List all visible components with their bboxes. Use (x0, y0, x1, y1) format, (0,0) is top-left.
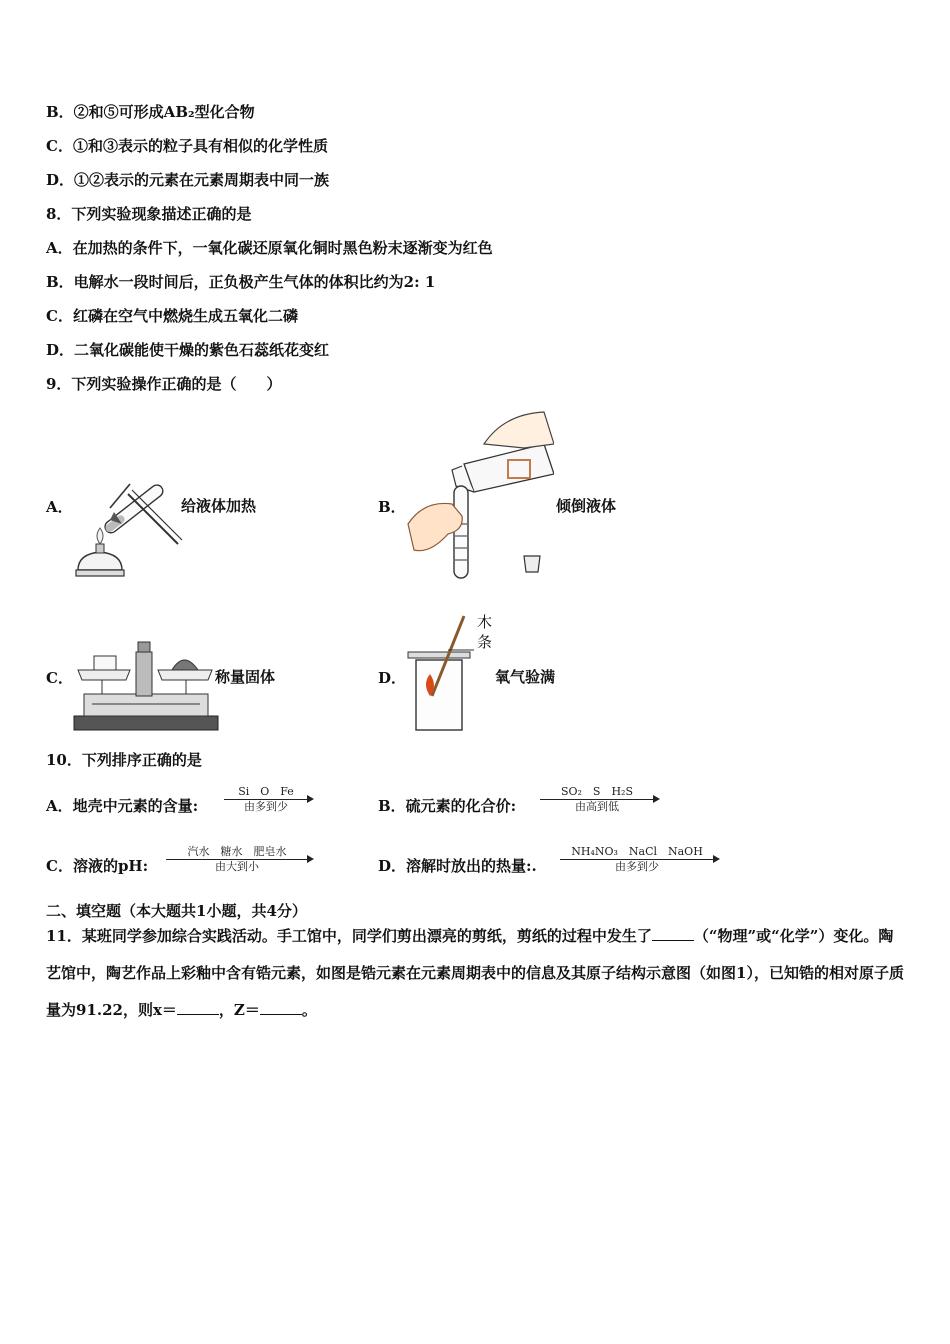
q11-part3: ，Z＝ (218, 1001, 260, 1019)
q9-label-b: B． (378, 498, 406, 516)
q8-option-c: C．红磷在空气中燃烧生成五氧化二磷 (46, 307, 298, 325)
answer-blank-x[interactable] (177, 1000, 219, 1015)
q8-option-b: B．电解水一段时间后，正负极产生气体的体积比约为2: 1 (46, 273, 436, 291)
wood-label-top: 木 (477, 613, 493, 631)
arrow-icon (560, 859, 714, 860)
q10-option-c-bottom: 由大到小 (215, 860, 259, 873)
q10-option-d-label: D．溶解时放出的热量:. (378, 857, 537, 875)
q9-caption-c: 称量固体 (215, 668, 276, 686)
q10-option-a-label: A．地壳中元素的含量: (46, 797, 199, 815)
oxygen-test-figure (404, 612, 474, 736)
arrow-icon (166, 859, 308, 860)
balance-figure (72, 638, 222, 734)
q10-option-c-label: C．溶液的pH: (46, 857, 149, 875)
q7-option-c: C．①和③表示的粒子具有相似的化学性质 (46, 137, 328, 155)
q9-label-a: A． (46, 498, 73, 516)
q10-option-b-top: SO₂ S H₂S (560, 785, 634, 798)
q10-option-c-top: 汽水 糖水 肥皂水 (187, 845, 287, 858)
q7-option-d: D．①②表示的元素在元素周期表中同一族 (46, 171, 330, 189)
q10-option-d-arrow (560, 846, 714, 873)
q10-option-b-arrow (540, 786, 654, 813)
q8-option-a: A．在加热的条件下，一氧化碳还原氧化铜时黑色粉末逐渐变为红色 (46, 239, 493, 257)
q9-caption-a: 给液体加热 (181, 497, 257, 515)
wood-label-bottom: 条 (477, 633, 493, 651)
q10-option-a-bottom: 由多到少 (244, 800, 288, 813)
q11-part4: 。 (301, 1001, 317, 1019)
q8-option-d: D．二氧化碳能使干燥的紫色石蕊纸花变红 (46, 341, 330, 359)
q10-stem: 10．下列排序正确的是 (46, 751, 202, 769)
q9-stem: 9．下列实验操作正确的是（ ） (46, 375, 282, 393)
q10-option-d-top: NH₄NO₃ NaCl NaOH (571, 845, 703, 858)
q9-caption-d: 氧气验满 (495, 668, 556, 686)
heating-liquid-figure (70, 472, 185, 584)
q7-option-b: B．②和⑤可形成AB₂型化合物 (46, 103, 255, 121)
q10-option-b-bottom: 由高到低 (575, 800, 619, 813)
answer-blank-1[interactable] (652, 926, 694, 941)
q9-label-c: C． (46, 669, 73, 687)
q11-part2: （“物理”或“化学”）变化。陶艺馆中，陶艺作品上彩釉中含有锆元素，如图是锆元素在元素周期表中的信息及其原子结构示意图（如图1），已知锆的相对原子质量为91.22，则x＝ (46, 927, 904, 1019)
arrow-icon (540, 799, 654, 800)
pouring-liquid-figure (404, 404, 554, 584)
answer-blank-z[interactable] (260, 1000, 302, 1015)
q9-label-d: D． (378, 669, 407, 687)
q11-text (46, 918, 906, 1029)
wood-stick-label (477, 612, 492, 652)
q10-option-a-arrow (224, 786, 308, 813)
q10-option-c-arrow (166, 846, 308, 873)
q10-option-a-top: Si O Fe (238, 785, 294, 798)
q9-caption-b: 倾倒液体 (556, 497, 617, 515)
q11-part1: 11．某班同学参加综合实践活动。手工馆中，同学们剪出漂亮的剪纸，剪纸的过程中发生了 (46, 927, 652, 945)
section-2-title: 二、填空题（本大题共1小题，共4分） (46, 902, 307, 920)
q10-option-d-bottom: 由多到少 (615, 860, 659, 873)
arrow-icon (224, 799, 308, 800)
q8-stem: 8．下列实验现象描述正确的是 (46, 205, 252, 223)
q10-option-b-label: B．硫元素的化合价: (378, 797, 517, 815)
